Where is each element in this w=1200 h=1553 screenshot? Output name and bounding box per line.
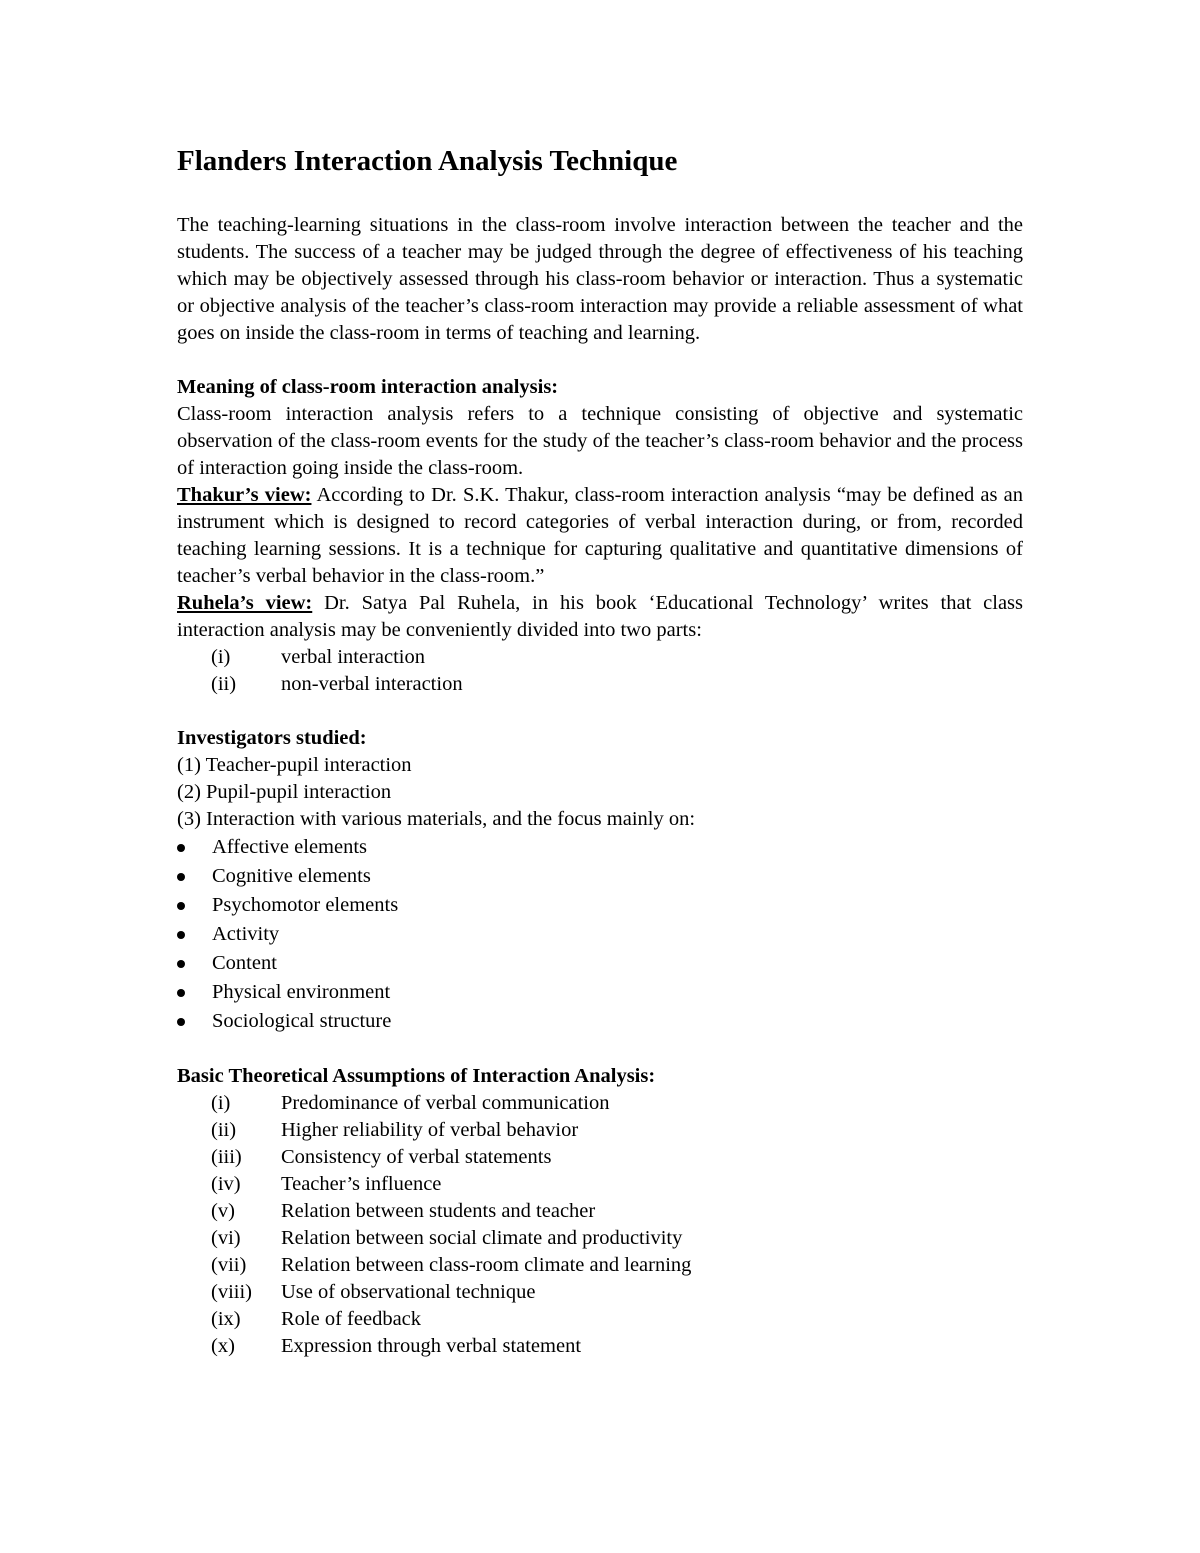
ruhela-view-text: Dr. Satya Pal Ruhela, in his book ‘Educational Technology’ writes that class interaction analysis may be conveniently divided into two parts: (177, 592, 1023, 641)
list-item (177, 1225, 1023, 1252)
list-item-text: Teacher’s influence (281, 1173, 442, 1195)
bullet-icon (177, 920, 212, 949)
list-item-text: Cognitive elements (212, 865, 371, 887)
list-marker: (x) (211, 1335, 235, 1357)
meaning-heading: Meaning of class-room interaction analysis: (177, 376, 559, 398)
list-item (177, 1306, 1023, 1333)
assumptions-heading: Basic Theoretical Assumptions of Interaction Analysis: (177, 1065, 656, 1087)
list-item-text: Sociological structure (212, 1010, 392, 1032)
intro-paragraph: The teaching-learning situations in the class-room involve interaction between the teacher and the students. The success of a teacher may be judged through the degree of effectiveness of his teaching which may be objectively assessed through his class-room behavior or interaction. Thus a systematic or objective analysis of the teacher’s class-room interaction may provide a reliable assessment of what goes on inside the class-room in terms of teaching and learning. (177, 214, 1023, 344)
list-marker: (vi) (211, 1227, 241, 1249)
list-item-text: Higher reliability of verbal behavior (281, 1119, 579, 1141)
bullet-icon (177, 891, 212, 920)
list-item (177, 1279, 1023, 1306)
thakur-view-label: Thakur’s view: (177, 484, 312, 506)
list-item (177, 1171, 1023, 1198)
list-item-text: Activity (212, 923, 280, 945)
list-item (177, 1333, 1023, 1360)
interaction-parts-list (177, 644, 1023, 698)
bullet-icon (177, 949, 212, 978)
list-marker: (ii) (211, 673, 237, 695)
list-item-text: Use of observational technique (281, 1281, 536, 1303)
list-item (177, 949, 1023, 978)
list-marker: (iv) (211, 1173, 241, 1195)
ruhela-view-paragraph (177, 590, 1023, 644)
list-item-text: Expression through verbal statement (281, 1335, 582, 1357)
thakur-view-text: According to Dr. S.K. Thakur, class-room interaction analysis “may be defined as an instrument which is designed to record categories of verbal interaction during, or from, recorded teaching learning sessions. It is a technique for capturing qualitative and quantitative dimensions of teacher’s verbal behavior in the class-room.” (177, 484, 1023, 587)
list-item-text: Relation between students and teacher (281, 1200, 596, 1222)
list-marker: (vii) (211, 1254, 247, 1276)
list-marker: (i) (211, 646, 231, 668)
bullet-icon (177, 862, 212, 891)
document-body (177, 143, 1023, 1360)
list-item (177, 891, 1023, 920)
investigators-list (177, 752, 1023, 833)
list-item: (2) Pupil-pupil interaction (177, 781, 392, 803)
bullet-icon (177, 978, 212, 1007)
list-item (177, 671, 1023, 698)
list-marker: (ii) (211, 1119, 237, 1141)
list-marker: (iii) (211, 1146, 242, 1168)
list-item-text: Consistency of verbal statements (281, 1146, 552, 1168)
list-item-text: non-verbal interaction (281, 673, 463, 695)
list-item: (1) Teacher-pupil interaction (177, 754, 412, 776)
focus-bullet-list (177, 833, 1023, 1036)
list-item-text: Relation between class-room climate and learning (281, 1254, 692, 1276)
assumptions-list (177, 1090, 1023, 1360)
list-item (177, 833, 1023, 862)
list-item-text: Psychomotor elements (212, 894, 399, 916)
list-marker: (viii) (211, 1281, 252, 1303)
list-item (177, 920, 1023, 949)
list-item-text: Affective elements (212, 836, 368, 858)
list-item-text: Predominance of verbal communication (281, 1092, 610, 1114)
thakur-view-paragraph (177, 482, 1023, 590)
list-item (177, 1117, 1023, 1144)
list-item (177, 644, 1023, 671)
list-marker: (i) (211, 1092, 231, 1114)
list-item (177, 862, 1023, 891)
list-item (177, 1252, 1023, 1279)
list-marker: (ix) (211, 1308, 241, 1330)
list-item-text: Content (212, 952, 277, 974)
list-item: (3) Interaction with various materials, and the focus mainly on: (177, 808, 696, 830)
list-item-text: Role of feedback (281, 1308, 422, 1330)
list-item (177, 978, 1023, 1007)
investigators-heading: Investigators studied: (177, 727, 367, 749)
list-item (177, 1090, 1023, 1117)
list-item-text: Relation between social climate and productivity (281, 1227, 683, 1249)
meaning-paragraph: Class-room interaction analysis refers to a technique consisting of objective and systematic observation of the class-room events for the study of the teacher’s class-room behavior and the process of interaction going inside the class-room. (177, 403, 1023, 479)
list-item (177, 1144, 1023, 1171)
list-item (177, 1007, 1023, 1036)
ruhela-view-label: Ruhela’s view: (177, 592, 313, 614)
page-title: Flanders Interaction Analysis Technique (177, 145, 678, 177)
bullet-icon (177, 1007, 212, 1036)
list-item-text: Physical environment (212, 981, 391, 1003)
bullet-icon (177, 833, 212, 862)
list-item-text: verbal interaction (281, 646, 426, 668)
list-marker: (v) (211, 1200, 235, 1222)
list-item (177, 1198, 1023, 1225)
